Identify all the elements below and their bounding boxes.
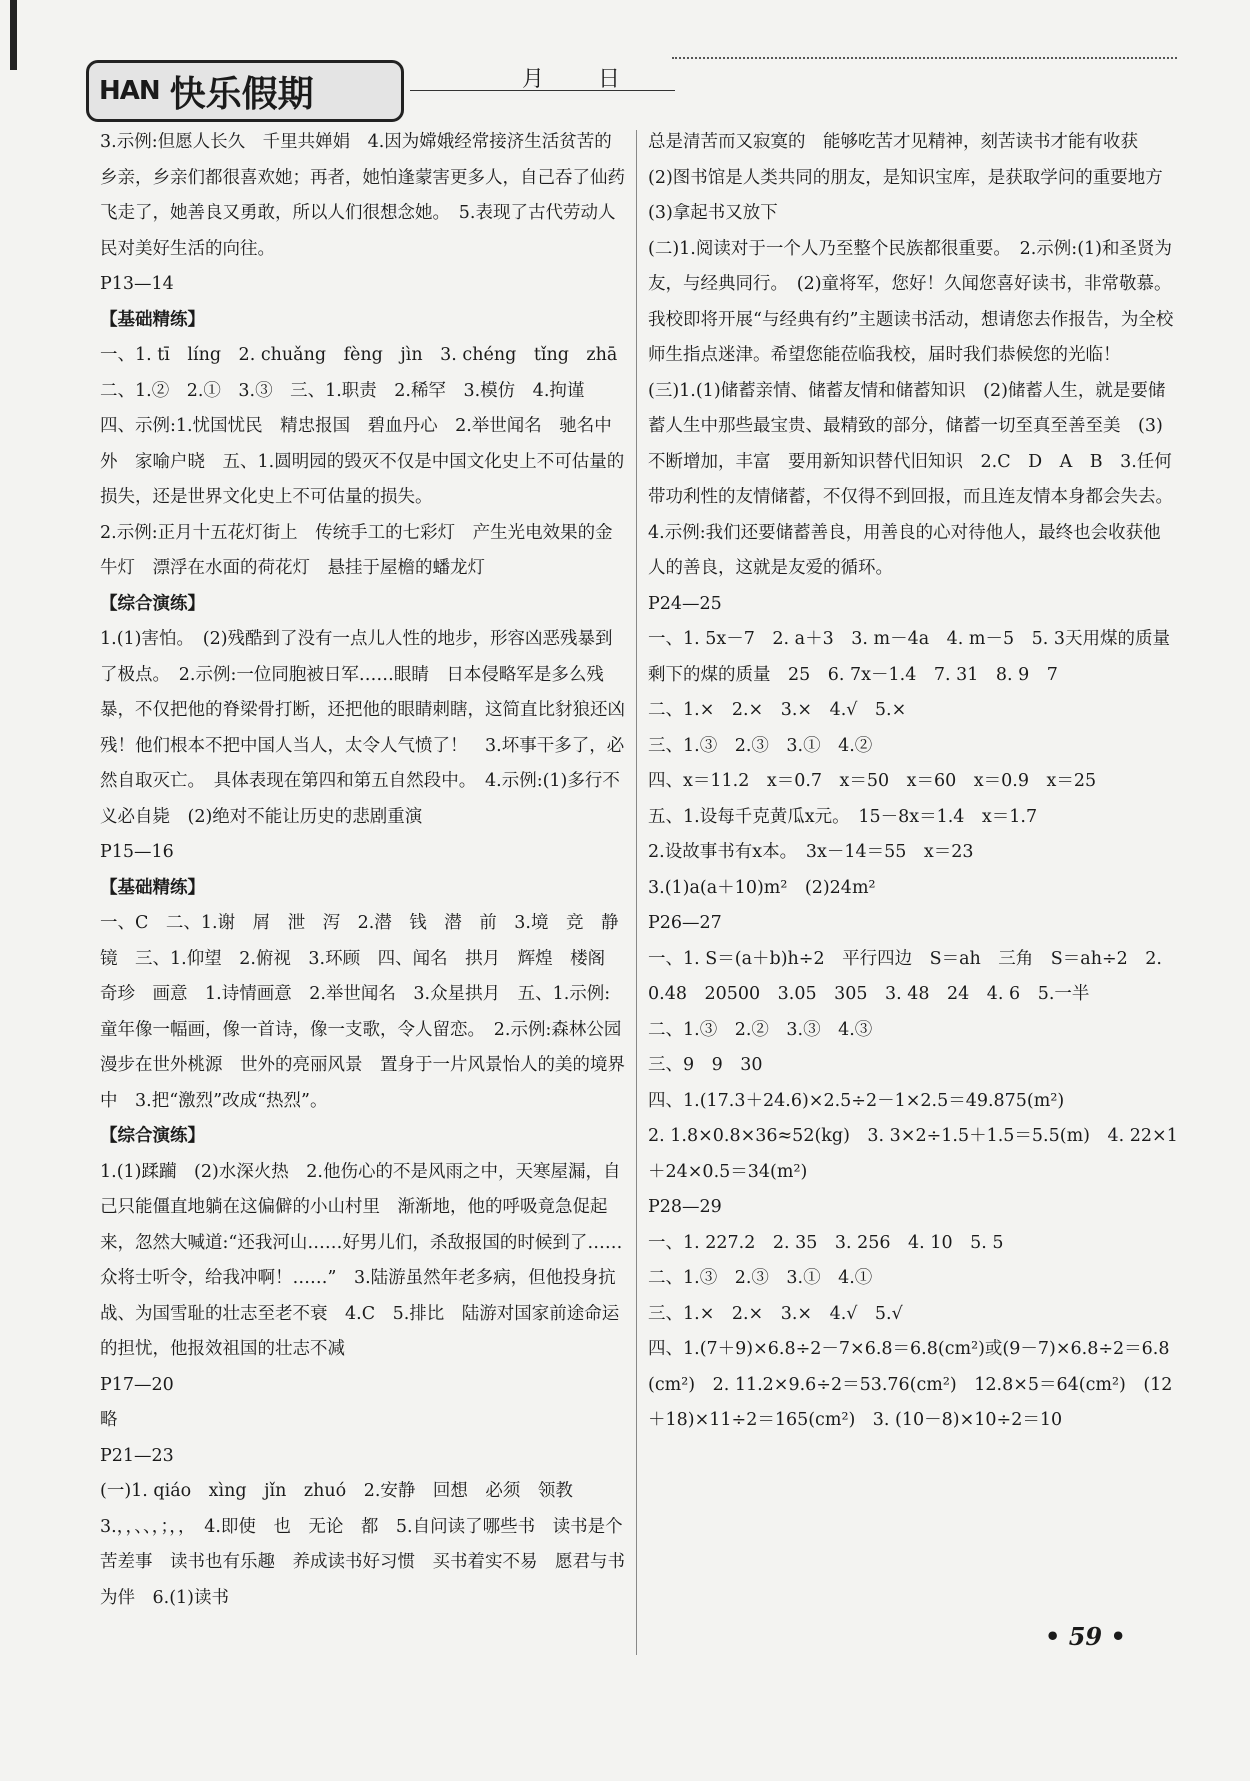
month-label: 月 [522,67,545,92]
page-range-heading: P15—16 [100,842,174,862]
answer-paragraph: 四、x＝11.2 x＝0.7 x＝50 x＝60 x＝0.9 x＝25 [648,771,1097,791]
answer-paragraph: (三)1.(1)储蓄亲情、储蓄友情和储蓄知识 (2)储蓄人生，就是要储蓄人生中那些最宝贵、最精致的部分，储蓄一切至真至善至美 (3)不断增加，丰富 要用新知识替代旧知识 2.C D A B 3.任何带功利性的友情储蓄，不仅得不到回报，而且连友情本身都会失去。 4.示例:我们还要储蓄善良，用善良的心对待他人，最终也会收获他人的善良，这就是友爱的循环。 [648,380,1182,578]
right-answer-column [648,125,1188,1439]
section-heading: 【综合演练】 [100,593,205,614]
answer-paragraph: 3.示例:但愿人长久 千里共婵娟 4.因为嫦娥经常接济生活贫苦的乡亲，乡亲们都很喜欢她；再者，她怕逢蒙害更多人，自己吞了仙药飞走了，她善良又勇敢，所以人们很想念她。 5.表现了古代劳动人民对美好生活的向往。 [100,132,625,259]
section-heading: 【综合演练】 [100,1126,205,1146]
page-range-heading: P13—14 [100,274,174,294]
answer-paragraph: 一、1. tī líng 2. chuǎng fèng jìn 3. chéng tǐng zhā [100,345,618,365]
section-heading: 【基础精练】 [100,309,205,330]
page-range-heading: P21—23 [100,1445,174,1466]
page-range-heading: P17—20 [100,1374,174,1395]
answer-paragraph: 一、1. 5x－7 2. a＋3 3. m－4a 4. m－5 5. 3天用煤的质量 剩下的煤的质量 25 6. 7x－1.4 7. 31 8. 9 7 [648,629,1188,685]
left-answer-column [100,125,639,1616]
page-number: • 59 • [1045,1622,1126,1651]
answer-paragraph: 二、1.③ 2.② 3.③ 4.③ [648,1019,873,1040]
answer-paragraph: 五、1.设每千克黄瓜x元。 15－8x＝1.4 x＝1.7 [648,806,1038,827]
edge-mark [10,0,17,70]
brand-logo: HAN [99,76,160,106]
header-badge [86,60,404,122]
page-range-heading: P26—27 [648,913,722,933]
answer-paragraph: 一、1. 227.2 2. 35 3. 256 4. 10 5. 5 [648,1232,1004,1253]
answer-paragraph: 二、1.× 2.× 3.× 4.√ 5.× [648,700,907,720]
answer-paragraph: 三、1.× 2.× 3.× 4.√ 5.√ [648,1303,903,1324]
answer-paragraph: 二、1.③ 2.③ 3.① 4.① [648,1268,873,1288]
answer-paragraph: 3.(1)a(a＋10)m² (2)24m² [648,877,876,898]
answer-paragraph: 二、1.② 2.① 3.③ 三、1.职责 2.稀罕 3.模仿 4.拘谨 四、示例:1.忧国忧民 精忠报国 碧血丹心 2.举世闻名 驰名中外 家喻户晓 五、1.圆明园的毁灭不仅是中国文化史上不可估量的损失，还是世界文化史上不可估量的损失。 [100,380,625,507]
page-title: 快乐假期 [169,73,314,115]
answer-paragraph: 一、C 二、1.谢 屑 泄 泻 2.潜 钱 潜 前 3.境 竞 静 镜 三、1.仰望 2.俯视 3.环顾 四、闻名 拱月 辉煌 楼阁 奇珍 画意 1.诗情画意 2.举世闻名 3.众星拱月 五、1.示例:童年像一幅画，像一首诗，像一支歌，令人留恋。 2.示例:森林公园 漫步在世外桃源 世外的亮丽风景 置身于一片风景怡人的美的境界中 3.把“激烈”改成“热烈”。 [100,913,639,1111]
column-divider [636,130,637,1655]
answer-paragraph: 2.设故事书有x本。 3x－14＝55 x＝23 [648,842,974,862]
answer-paragraph: 三、1.③ 2.③ 3.① 4.② [648,735,873,756]
answer-paragraph: 三、9 9 30 [648,1055,763,1075]
page-range-heading: P24—25 [648,593,722,614]
section-heading: 【基础精练】 [100,877,205,898]
header-dotted-line [672,57,1177,59]
answer-paragraph: 总是清苦而又寂寞的 能够吃苦才见精神，刻苦读书才能有收获 (2)图书馆是人类共同的朋友，是知识宝库，是获取学问的重要地方 (3)拿起书又放下 [648,132,1181,223]
answer-paragraph: 四、1.(17.3＋24.6)×2.5÷2－1×2.5＝49.875(m²) [648,1090,1065,1111]
day-label: 日 [598,67,621,92]
answer-paragraph: (二)1.阅读对于一个人乃至整个民族都很重要。 2.示例:(1)和圣贤为友，与经典同行。 (2)童将军，您好！久闻您喜好读书，非常敬慕。我校即将开展“与经典有约”主题读书活动，想请您去作报告，为全校师生指点迷津。希望您能莅临我校，届时我们恭候您的光临！ [648,238,1174,365]
answer-paragraph: 略 [100,1410,118,1430]
answer-paragraph: 1.(1)蹂躏 (2)水深火热 2.他伤心的不是风雨之中，天寒屋漏，自己只能僵直地躺在这偏僻的小山村里 渐渐地，他的呼吸竟急促起来，忽然大喊道:“还我河山……好男儿们，杀敌报国的时候到了……众将士听令，给我冲啊！……” 3.陆游虽然年老多病，但他投身抗战、为国雪耻的壮志至老不衰 4.C 5.排比 陆游对国家前途命运的担忧，他报效祖国的壮志不减 [100,1161,623,1359]
answer-paragraph: 四、1.(7＋9)×6.8÷2－7×6.8＝6.8(cm²)或(9－7)×6.8÷2＝6.8(cm²) 2. 11.2×9.6÷2＝53.76(cm²) 12.8×5＝64(cm²) (12＋18)×11÷2＝165(cm²) 3. (10－8)×10÷2＝10 [648,1339,1173,1430]
answer-paragraph: (一)1. qiáo xìng jǐn zhuó 2.安静 回想 必须 领教 3.，，、、，；，， 4.即使 也 无论 都 5.自问读了哪些书 读书是个苦差事 读书也有乐趣 养成读书好习惯 买书着实不易 愿君与书为伴 6.(1)读书 [100,1481,625,1608]
answer-paragraph: 2. 1.8×0.8×36≈52(kg) 3. 3×2÷1.5＋1.5＝5.5(m) 4. 22×1＋24×0.5＝34(m²) [648,1126,1178,1182]
answer-paragraph: 一、1. S＝(a＋b)h÷2 平行四边 S＝ah 三角 S＝ah÷2 2. 0.48 20500 3.05 305 3. 48 24 4. 6 5.一半 [648,948,1162,1004]
answer-paragraph: 2.示例:正月十五花灯街上 传统手工的七彩灯 产生光电效果的金牛灯 漂浮在水面的荷花灯 悬挂于屋檐的蟠龙灯 [100,522,613,578]
answer-paragraph: 1.(1)害怕。 (2)残酷到了没有一点儿人性的地步，形容凶恶残暴到了极点。 2.示例:一位同胞被日军……眼睛 日本侵略军是多么残暴，不仅把他的脊梁骨打断，还把他的眼睛刺瞎，这简直比豺狼还凶残！他们根本不把中国人当人，太令人气愤了！ 3.坏事干多了，必然自取灭亡。 具体表现在第四和第五自然段中。 4.示例:(1)多行不义必自毙 (2)绝对不能让历史的悲剧重演 [100,629,625,827]
page-range-heading: P28—29 [648,1197,722,1217]
